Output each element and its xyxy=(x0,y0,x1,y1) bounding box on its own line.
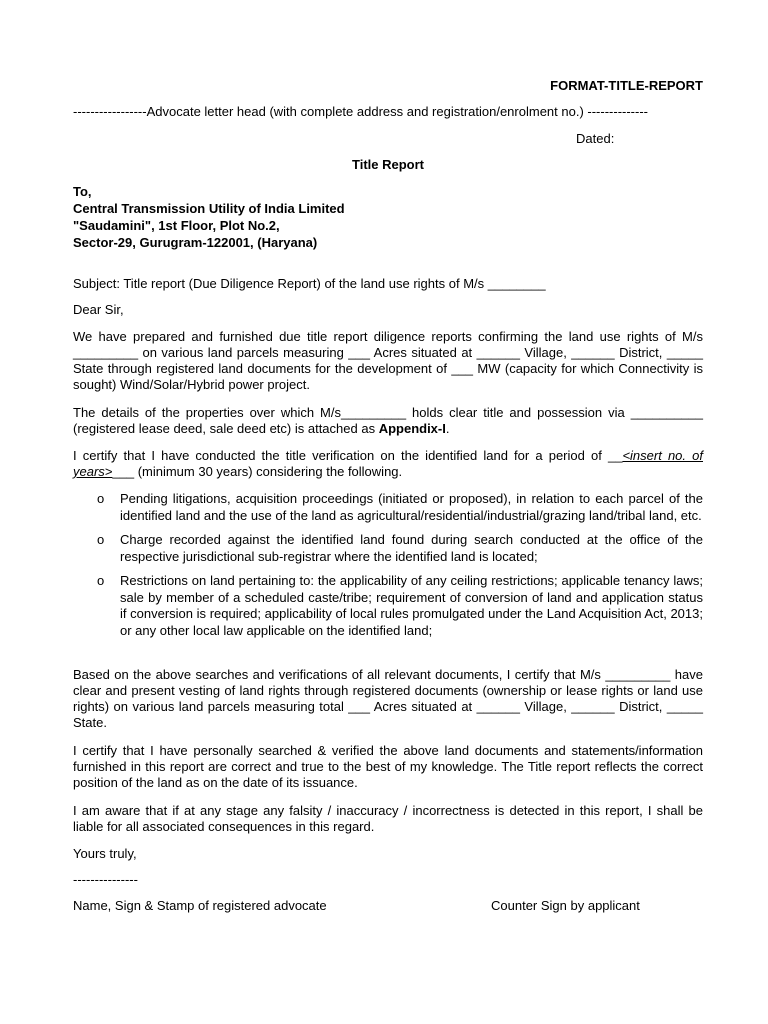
bullet-mark: o xyxy=(97,532,105,547)
paragraph-6: I am aware that if at any stage any falsity / inaccuracy / incorrectness is detected in this report, I shall be liable for all associated consequences in this regard. xyxy=(73,803,703,834)
paragraph-4: Based on the above searches and verifications of all relevant documents, I certify that M/s _________ have clear and present vesting of land rights through registered documents (ownership or lease rights or land use rights) on various land parcels measuring total ___ Acres situated at ______ Village, ______ District, _____ State. xyxy=(73,667,703,730)
format-title: FORMAT-TITLE-REPORT xyxy=(550,78,703,93)
years-placeholder: <insert no. of years> xyxy=(73,448,703,479)
paragraph-2-text: The details of the properties over which M/s_________ holds clear title and possession via __________ (registered lease deed, sale deed etc) is attached as xyxy=(73,405,703,436)
bullet-mark: o xyxy=(97,573,105,588)
paragraph-1: We have prepared and furnished due title report diligence reports confirming the land use rights of M/s _________ on various land parcels measuring ___ Acres situated at ______ Village, ______ District, _____ State through registered land documents for the development of ___ MW (capacity for which Connectivity is sought) Wind/Solar/Hybrid power project. xyxy=(73,329,703,392)
list-item-text: Charge recorded against the identified land found during search conducted at the office of the respective jurisdictional sub-registrar where the identified land is located; xyxy=(120,532,703,564)
closing: Yours truly, xyxy=(73,846,137,861)
list-item xyxy=(73,491,703,524)
signature-row xyxy=(73,898,703,914)
paragraph-3-before: I certify that I have conducted the title verification on the identified land for a period of __ xyxy=(73,448,623,463)
applicant-countersign-label: Counter Sign by applicant xyxy=(491,898,640,913)
verification-list xyxy=(73,491,703,639)
addressee-line-3: Sector-29, Gurugram-122001, (Haryana) xyxy=(73,235,318,250)
appendix-reference: Appendix-I xyxy=(378,421,446,436)
paragraph-2 xyxy=(73,405,703,437)
list-item xyxy=(73,532,703,565)
addressee-line-1: Central Transmission Utility of India Limited xyxy=(73,201,345,216)
advocate-signature-label: Name, Sign & Stamp of registered advocate xyxy=(73,898,327,913)
letterhead-line: -----------------Advocate letter head (with complete address and registration/enrolment no.) -------------- xyxy=(73,104,648,119)
addressee-block xyxy=(73,183,703,251)
paragraph-3 xyxy=(73,448,703,480)
signature-dashes: --------------- xyxy=(73,872,138,887)
paragraph-5: I certify that I have personally searched & verified the above land documents and statements/information furnished in this report are correct and true to the best of my knowledge. The Title report reflects the correct position of the land as on the date of its issuance. xyxy=(73,743,703,790)
list-item xyxy=(73,573,703,639)
dated-label: Dated: xyxy=(576,131,615,146)
list-item-text: Pending litigations, acquisition proceedings (initiated or proposed), in relation to each parcel of the identified land and the use of the land as agricultural/residential/industrial/grazing land/tribal land, etc. xyxy=(120,491,703,523)
addressee-to: To, xyxy=(73,184,92,199)
report-title: Title Report xyxy=(352,157,424,172)
addressee-line-2: "Saudamini", 1st Floor, Plot No.2, xyxy=(73,218,280,233)
paragraph-3-after: ___ (minimum 30 years) considering the following. xyxy=(112,464,403,479)
salutation: Dear Sir, xyxy=(73,302,124,317)
subject-line: Subject: Title report (Due Diligence Report) of the land use rights of M/s ________ xyxy=(73,276,546,291)
bullet-mark: o xyxy=(97,491,105,506)
list-item-text: Restrictions on land pertaining to: the applicability of any ceiling restrictions; applicable tenancy laws; sale by member of a scheduled caste/tribe; requirement of conversion of land and application status if conversion is required; applicability of local rules promulgated under the Land Acquisition Act, 2013; or any other local law applicable on the identified land; xyxy=(120,573,703,638)
paragraph-2-end: . xyxy=(445,421,450,436)
